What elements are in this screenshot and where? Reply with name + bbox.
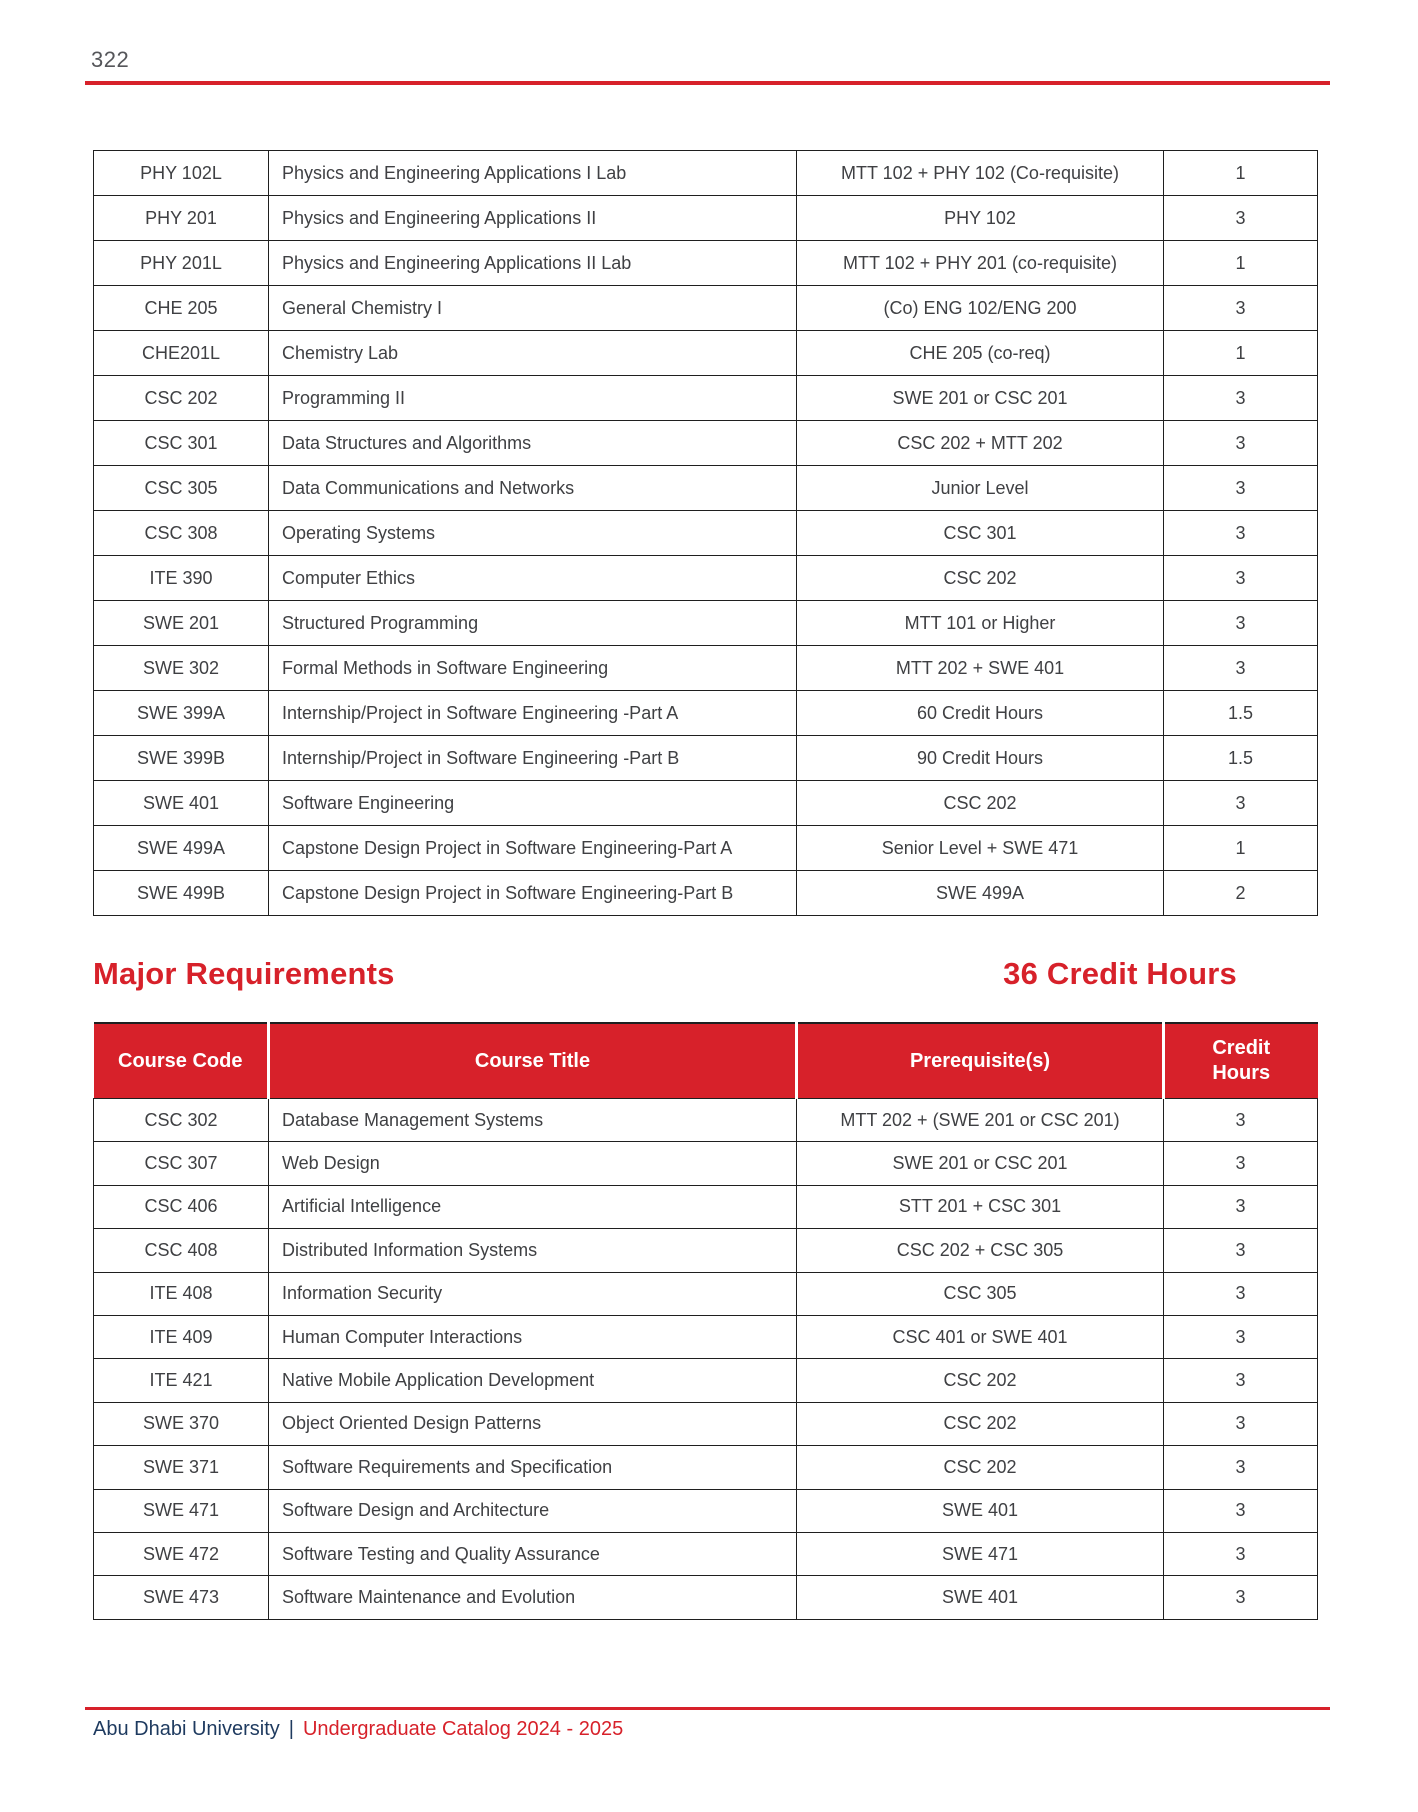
course-row bbox=[94, 421, 1318, 466]
cell-course-title: Software Maintenance and Evolution bbox=[269, 1576, 797, 1619]
cell-course-code: SWE 399B bbox=[94, 736, 269, 781]
cell-course-title: Software Design and Architecture bbox=[269, 1489, 797, 1532]
cell-course-title: Human Computer Interactions bbox=[269, 1315, 797, 1358]
course-row bbox=[94, 1532, 1318, 1575]
cell-course-title: Distributed Information Systems bbox=[269, 1229, 797, 1272]
cell-course-title: Web Design bbox=[269, 1142, 797, 1185]
cell-course-title: Physics and Engineering Applications II Lab bbox=[269, 241, 797, 286]
cell-course-code: CSC 302 bbox=[94, 1099, 269, 1142]
cell-prerequisites: MTT 202 + (SWE 201 or CSC 201) bbox=[797, 1099, 1164, 1142]
header-course-code: Course Code bbox=[94, 1023, 269, 1099]
cell-prerequisites: CSC 202 bbox=[797, 1402, 1164, 1445]
cell-course-title: Object Oriented Design Patterns bbox=[269, 1402, 797, 1445]
section-heading-row bbox=[93, 956, 1317, 992]
cell-course-title: Physics and Engineering Applications II bbox=[269, 196, 797, 241]
cell-credit-hours: 3 bbox=[1164, 1359, 1318, 1402]
cell-course-title: Internship/Project in Software Engineering -Part A bbox=[269, 691, 797, 736]
course-row bbox=[94, 511, 1318, 556]
cell-course-title: Computer Ethics bbox=[269, 556, 797, 601]
cell-course-code: SWE 399A bbox=[94, 691, 269, 736]
course-row bbox=[94, 151, 1318, 196]
cell-prerequisites: PHY 102 bbox=[797, 196, 1164, 241]
cell-credit-hours: 3 bbox=[1164, 511, 1318, 556]
cell-prerequisites: CSC 202 + CSC 305 bbox=[797, 1229, 1164, 1272]
major-requirements-table bbox=[93, 1022, 1318, 1620]
cell-course-title: Formal Methods in Software Engineering bbox=[269, 646, 797, 691]
cell-credit-hours: 3 bbox=[1164, 1229, 1318, 1272]
course-row bbox=[94, 1489, 1318, 1532]
course-row bbox=[94, 691, 1318, 736]
top-rule-divider bbox=[85, 81, 1330, 85]
course-row bbox=[94, 646, 1318, 691]
cell-credit-hours: 1 bbox=[1164, 826, 1318, 871]
footer-catalog: Undergraduate Catalog 2024 - 2025 bbox=[302, 1718, 624, 1740]
cell-course-code: SWE 371 bbox=[94, 1446, 269, 1489]
cell-prerequisites: CSC 305 bbox=[797, 1272, 1164, 1315]
course-row bbox=[94, 601, 1318, 646]
course-row bbox=[94, 196, 1318, 241]
cell-credit-hours: 3 bbox=[1164, 1446, 1318, 1489]
page-footer bbox=[93, 1718, 623, 1741]
course-row bbox=[94, 1229, 1318, 1272]
cell-course-title: Artificial Intelligence bbox=[269, 1185, 797, 1228]
cell-course-code: ITE 408 bbox=[94, 1272, 269, 1315]
footer-separator: | bbox=[288, 1718, 294, 1740]
cell-course-title: Software Engineering bbox=[269, 781, 797, 826]
cell-course-code: ITE 390 bbox=[94, 556, 269, 601]
cell-prerequisites: CSC 202 bbox=[797, 781, 1164, 826]
cell-course-title: Chemistry Lab bbox=[269, 331, 797, 376]
cell-course-code: PHY 201 bbox=[94, 196, 269, 241]
cell-credit-hours: 1.5 bbox=[1164, 736, 1318, 781]
cell-prerequisites: 90 Credit Hours bbox=[797, 736, 1164, 781]
cell-prerequisites: SWE 471 bbox=[797, 1532, 1164, 1575]
cell-course-code: CHE 205 bbox=[94, 286, 269, 331]
cell-prerequisites: Senior Level + SWE 471 bbox=[797, 826, 1164, 871]
cell-prerequisites: 60 Credit Hours bbox=[797, 691, 1164, 736]
course-row bbox=[94, 871, 1318, 916]
cell-credit-hours: 3 bbox=[1164, 421, 1318, 466]
cell-course-title: Structured Programming bbox=[269, 601, 797, 646]
cell-course-title: Programming II bbox=[269, 376, 797, 421]
cell-course-code: PHY 102L bbox=[94, 151, 269, 196]
course-row bbox=[94, 556, 1318, 601]
cell-prerequisites: Junior Level bbox=[797, 466, 1164, 511]
cell-course-title: Data Structures and Algorithms bbox=[269, 421, 797, 466]
cell-prerequisites: MTT 102 + PHY 201 (co-requisite) bbox=[797, 241, 1164, 286]
course-row bbox=[94, 1446, 1318, 1489]
course-row bbox=[94, 781, 1318, 826]
course-row bbox=[94, 1359, 1318, 1402]
cell-credit-hours: 3 bbox=[1164, 466, 1318, 511]
course-row bbox=[94, 286, 1318, 331]
course-row bbox=[94, 331, 1318, 376]
cell-credit-hours: 3 bbox=[1164, 1315, 1318, 1358]
cell-course-title: Software Testing and Quality Assurance bbox=[269, 1532, 797, 1575]
table-header-row bbox=[94, 1023, 1318, 1099]
cell-course-title: General Chemistry I bbox=[269, 286, 797, 331]
section-title: Major Requirements bbox=[93, 956, 395, 991]
cell-course-code: ITE 421 bbox=[94, 1359, 269, 1402]
course-row bbox=[94, 1272, 1318, 1315]
cell-credit-hours: 3 bbox=[1164, 1272, 1318, 1315]
cell-course-title: Internship/Project in Software Engineering -Part B bbox=[269, 736, 797, 781]
cell-credit-hours: 1 bbox=[1164, 331, 1318, 376]
continuation-course-table bbox=[93, 150, 1318, 916]
cell-credit-hours: 3 bbox=[1164, 196, 1318, 241]
cell-credit-hours: 3 bbox=[1164, 1489, 1318, 1532]
cell-course-code: SWE 471 bbox=[94, 1489, 269, 1532]
header-prerequisites: Prerequisite(s) bbox=[797, 1023, 1164, 1099]
cell-course-code: SWE 401 bbox=[94, 781, 269, 826]
cell-course-title: Capstone Design Project in Software Engineering-Part B bbox=[269, 871, 797, 916]
cell-credit-hours: 1 bbox=[1164, 151, 1318, 196]
header-course-title: Course Title bbox=[269, 1023, 797, 1099]
cell-prerequisites: MTT 101 or Higher bbox=[797, 601, 1164, 646]
course-row bbox=[94, 1315, 1318, 1358]
cell-course-code: CHE201L bbox=[94, 331, 269, 376]
cell-prerequisites: SWE 401 bbox=[797, 1576, 1164, 1619]
cell-prerequisites: (Co) ENG 102/ENG 200 bbox=[797, 286, 1164, 331]
cell-prerequisites: CSC 202 bbox=[797, 1446, 1164, 1489]
course-row bbox=[94, 466, 1318, 511]
course-row bbox=[94, 241, 1318, 286]
cell-course-title: Capstone Design Project in Software Engineering-Part A bbox=[269, 826, 797, 871]
course-row bbox=[94, 1402, 1318, 1445]
cell-credit-hours: 1 bbox=[1164, 241, 1318, 286]
cell-course-code: SWE 302 bbox=[94, 646, 269, 691]
cell-course-code: CSC 307 bbox=[94, 1142, 269, 1185]
cell-course-title: Operating Systems bbox=[269, 511, 797, 556]
course-row bbox=[94, 1099, 1318, 1142]
cell-credit-hours: 3 bbox=[1164, 1142, 1318, 1185]
cell-credit-hours: 3 bbox=[1164, 1576, 1318, 1619]
cell-credit-hours: 3 bbox=[1164, 601, 1318, 646]
cell-prerequisites: CSC 401 or SWE 401 bbox=[797, 1315, 1164, 1358]
cell-course-code: CSC 305 bbox=[94, 466, 269, 511]
cell-prerequisites: MTT 202 + SWE 401 bbox=[797, 646, 1164, 691]
cell-credit-hours: 3 bbox=[1164, 286, 1318, 331]
cell-course-code: CSC 301 bbox=[94, 421, 269, 466]
cell-prerequisites: STT 201 + CSC 301 bbox=[797, 1185, 1164, 1228]
cell-course-code: PHY 201L bbox=[94, 241, 269, 286]
cell-prerequisites: CHE 205 (co-req) bbox=[797, 331, 1164, 376]
cell-credit-hours: 3 bbox=[1164, 646, 1318, 691]
header-credit-hours: Credit Hours bbox=[1164, 1023, 1318, 1099]
cell-credit-hours: 3 bbox=[1164, 1402, 1318, 1445]
cell-prerequisites: SWE 499A bbox=[797, 871, 1164, 916]
cell-credit-hours: 1.5 bbox=[1164, 691, 1318, 736]
cell-course-code: SWE 370 bbox=[94, 1402, 269, 1445]
course-row bbox=[94, 826, 1318, 871]
cell-credit-hours: 3 bbox=[1164, 556, 1318, 601]
cell-credit-hours: 3 bbox=[1164, 781, 1318, 826]
cell-credit-hours: 3 bbox=[1164, 1099, 1318, 1142]
course-row bbox=[94, 376, 1318, 421]
cell-prerequisites: SWE 201 or CSC 201 bbox=[797, 376, 1164, 421]
cell-prerequisites: CSC 202 + MTT 202 bbox=[797, 421, 1164, 466]
course-row bbox=[94, 1142, 1318, 1185]
cell-course-code: SWE 472 bbox=[94, 1532, 269, 1575]
cell-prerequisites: CSC 301 bbox=[797, 511, 1164, 556]
cell-course-code: SWE 473 bbox=[94, 1576, 269, 1619]
cell-course-title: Native Mobile Application Development bbox=[269, 1359, 797, 1402]
course-row bbox=[94, 1576, 1318, 1619]
cell-course-code: SWE 499B bbox=[94, 871, 269, 916]
cell-course-code: CSC 202 bbox=[94, 376, 269, 421]
footer-university: Abu Dhabi University bbox=[93, 1718, 280, 1740]
cell-credit-hours: 3 bbox=[1164, 1532, 1318, 1575]
cell-course-title: Data Communications and Networks bbox=[269, 466, 797, 511]
cell-course-code: CSC 408 bbox=[94, 1229, 269, 1272]
course-row bbox=[94, 1185, 1318, 1228]
course-row bbox=[94, 736, 1318, 781]
cell-prerequisites: SWE 201 or CSC 201 bbox=[797, 1142, 1164, 1185]
cell-course-code: SWE 201 bbox=[94, 601, 269, 646]
cell-course-title: Software Requirements and Specification bbox=[269, 1446, 797, 1489]
cell-credit-hours: 2 bbox=[1164, 871, 1318, 916]
cell-prerequisites: MTT 102 + PHY 102 (Co-requisite) bbox=[797, 151, 1164, 196]
cell-course-code: SWE 499A bbox=[94, 826, 269, 871]
cell-prerequisites: CSC 202 bbox=[797, 556, 1164, 601]
cell-course-title: Physics and Engineering Applications I Lab bbox=[269, 151, 797, 196]
cell-course-code: CSC 308 bbox=[94, 511, 269, 556]
cell-prerequisites: SWE 401 bbox=[797, 1489, 1164, 1532]
cell-course-title: Information Security bbox=[269, 1272, 797, 1315]
cell-course-title: Database Management Systems bbox=[269, 1099, 797, 1142]
cell-credit-hours: 3 bbox=[1164, 376, 1318, 421]
footer-rule-divider bbox=[85, 1707, 1330, 1710]
section-credit-total: 36 Credit Hours bbox=[1003, 956, 1237, 991]
cell-credit-hours: 3 bbox=[1164, 1185, 1318, 1228]
page-number: 322 bbox=[91, 47, 130, 72]
cell-course-code: ITE 409 bbox=[94, 1315, 269, 1358]
cell-prerequisites: CSC 202 bbox=[797, 1359, 1164, 1402]
cell-course-code: CSC 406 bbox=[94, 1185, 269, 1228]
